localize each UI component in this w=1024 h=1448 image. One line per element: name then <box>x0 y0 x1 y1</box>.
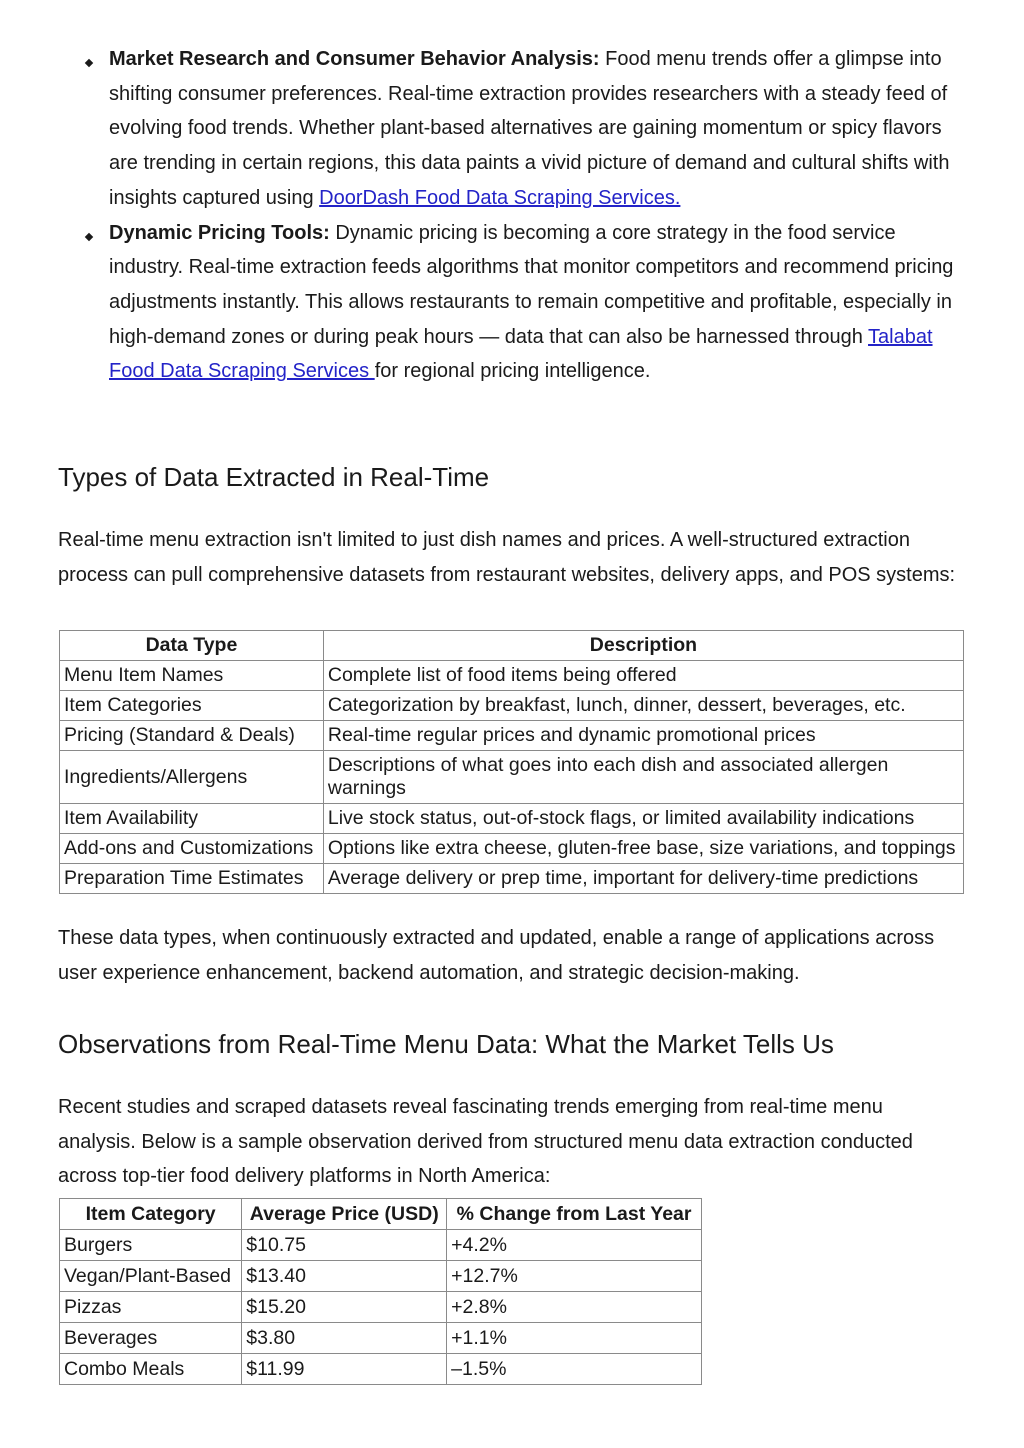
table-cell: Pizzas <box>60 1292 242 1323</box>
table-cell: Menu Item Names <box>60 661 324 691</box>
list-item <box>0 216 1024 390</box>
table-cell: Average delivery or prep time, important for delivery-time predictions <box>323 864 963 894</box>
column-header: Data Type <box>60 631 324 661</box>
table-row <box>60 661 964 691</box>
table-cell: $10.75 <box>242 1230 447 1261</box>
bullet-term: Market Research and Consumer Behavior Analysis: <box>109 48 600 70</box>
table-row <box>60 1261 702 1292</box>
table-row <box>60 721 964 751</box>
table-cell: Real-time regular prices and dynamic promotional prices <box>323 721 963 751</box>
table-cell: Categorization by breakfast, lunch, dinner, dessert, beverages, etc. <box>323 691 963 721</box>
table-row <box>60 1323 702 1354</box>
table-cell: Item Categories <box>60 691 324 721</box>
observations-intro-paragraph: Recent studies and scraped datasets reveal fascinating trends emerging from real-time menu analysis. Below is a sample observation derived from structured menu data extraction conducted across top-tier food delivery platforms in North America: <box>58 1096 913 1188</box>
table-cell: Descriptions of what goes into each dish and associated allergen warnings <box>323 751 963 804</box>
table-row <box>60 691 964 721</box>
table-cell: +12.7% <box>447 1261 702 1292</box>
table-cell: +1.1% <box>447 1323 702 1354</box>
column-header: Item Category <box>60 1199 242 1230</box>
column-header: Average Price (USD) <box>242 1199 447 1230</box>
table-cell: +4.2% <box>447 1230 702 1261</box>
table-row <box>60 1354 702 1385</box>
table-cell: Complete list of food items being offered <box>323 661 963 691</box>
table-cell: Combo Meals <box>60 1354 242 1385</box>
table-cell: Burgers <box>60 1230 242 1261</box>
bullet-text: Dynamic pricing is becoming a core strategy in the food service industry. Real-time extraction feeds algorithms that monitor competitors and recommend pricing adjustments instantly. This allows restaurants to remain competitive and profitable, especially in high-demand zones or during peak hours — data that can also be harnessed through <box>109 221 954 348</box>
column-header: Description <box>323 631 963 661</box>
section-heading-observations: Observations from Real-Time Menu Data: What the Market Tells Us <box>58 1029 834 1059</box>
table-cell: +2.8% <box>447 1292 702 1323</box>
benefits-list <box>0 42 1024 389</box>
bullet-text-after: for regional pricing intelligence. <box>374 360 651 383</box>
table-row <box>60 864 964 894</box>
types-outro-paragraph: These data types, when continuously extracted and updated, enable a range of applications across user experience enhancement, backend automation, and strategic decision-making. <box>58 927 935 984</box>
diamond-bullet-icon <box>86 216 92 251</box>
table-cell: $15.20 <box>242 1292 447 1323</box>
table-cell: Item Availability <box>60 804 324 834</box>
table-cell: Options like extra cheese, gluten-free base, size variations, and toppings <box>323 834 963 864</box>
bullet-text: Food menu trends offer a glimpse into shifting consumer preferences. Real-time extraction provides researchers with a steady feed of evolving food trends. Whether plant-based alternatives are gaining momentum or spicy flavors are trending in certain regions, this data paints a vivid picture of demand and cultural shifts with insights captured using <box>109 48 950 209</box>
table-cell: $13.40 <box>242 1261 447 1292</box>
table-row <box>60 834 964 864</box>
table-cell: Preparation Time Estimates <box>60 864 324 894</box>
bullet-term: Dynamic Pricing Tools: <box>109 221 330 244</box>
table-cell: Beverages <box>60 1323 242 1354</box>
talabat-scraping-link[interactable]: Talabat Food Data Scraping Services <box>109 325 933 383</box>
table-header-row <box>60 1199 702 1230</box>
table-cell: Live stock status, out-of-stock flags, or limited availability indications <box>323 804 963 834</box>
table-row <box>60 751 964 804</box>
table-cell: $3.80 <box>242 1323 447 1354</box>
table-cell: Add-ons and Customizations <box>60 834 324 864</box>
table-row <box>60 804 964 834</box>
price-observations-table <box>59 1198 702 1385</box>
table-cell: –1.5% <box>447 1354 702 1385</box>
table-cell: $11.99 <box>242 1354 447 1385</box>
table-row <box>60 1230 702 1261</box>
table-header-row <box>60 631 964 661</box>
table-cell: Ingredients/Allergens <box>60 751 324 804</box>
table-cell: Vegan/Plant-Based <box>60 1261 242 1292</box>
table-cell: Pricing (Standard & Deals) <box>60 721 324 751</box>
list-item <box>0 42 1024 216</box>
types-intro-paragraph: Real-time menu extraction isn't limited to just dish names and prices. A well-structured extraction process can pull comprehensive datasets from restaurant websites, delivery apps, and POS systems: <box>58 529 956 586</box>
table-row <box>60 1292 702 1323</box>
data-types-table <box>59 630 964 894</box>
doordash-scraping-link[interactable]: DoorDash Food Data Scraping Services. <box>319 186 681 209</box>
diamond-bullet-icon <box>86 42 92 77</box>
section-heading-types: Types of Data Extracted in Real-Time <box>58 462 490 492</box>
column-header: % Change from Last Year <box>447 1199 702 1230</box>
